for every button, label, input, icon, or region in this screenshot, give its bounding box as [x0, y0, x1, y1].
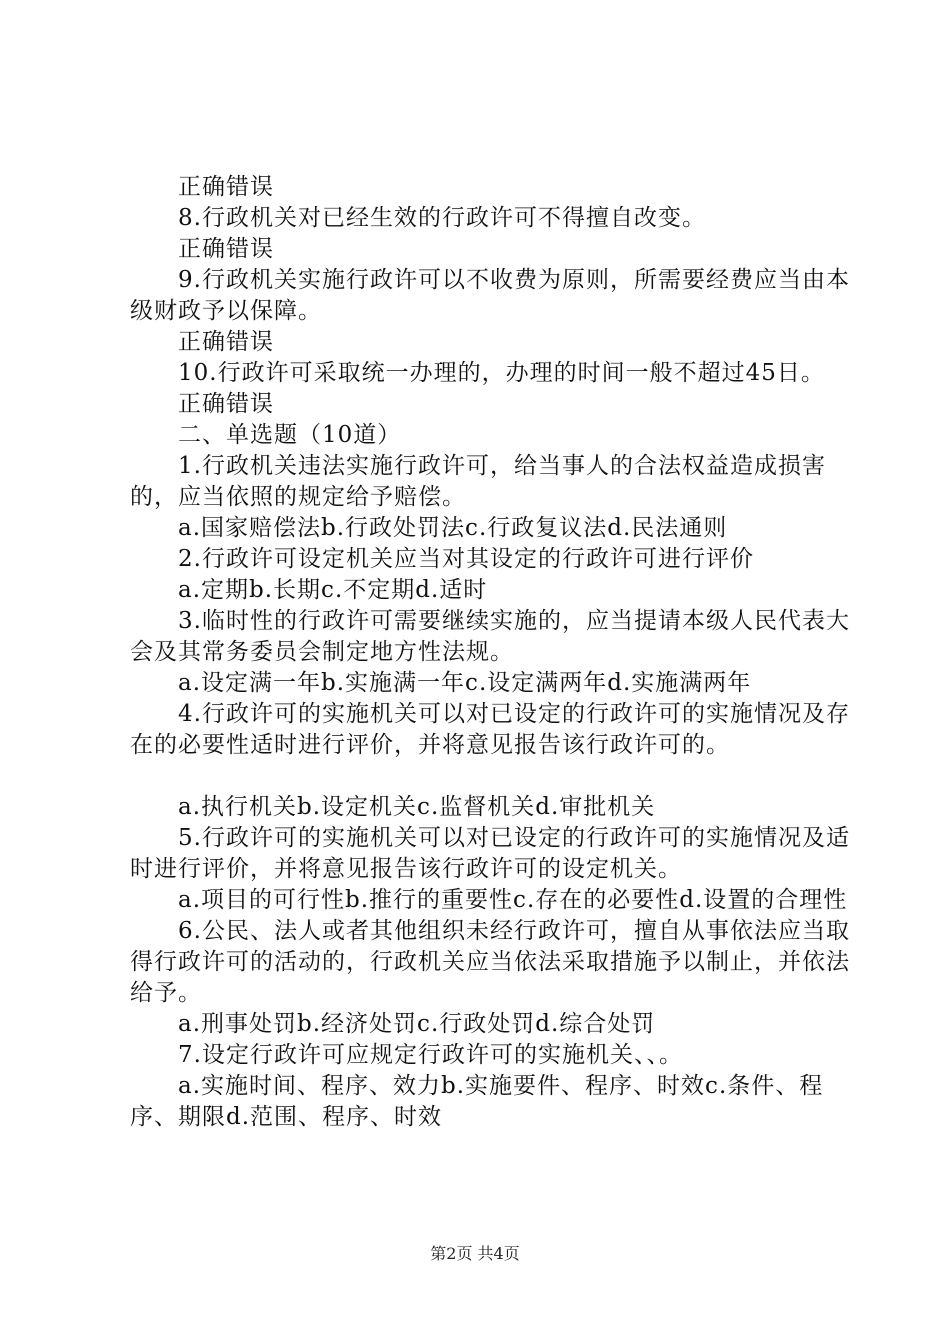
answer-options: a.刑事处罚b.经济处罚c.行政处罚d.综合处罚	[178, 1011, 656, 1037]
answer-options: a.执行机关b.设定机关c.监督机关d.审批机关	[178, 794, 656, 820]
question-text: 2.行政许可设定机关应当对其设定的行政许可进行评价	[178, 546, 754, 572]
question-text: 3.临时性的行政许可需要继续实施的，应当提请本级人民代表大会及其常务委员会制定地方性法规。	[130, 608, 850, 665]
text-line: 正确错误	[178, 329, 274, 355]
answer-options: a.实施时间、程序、效力b.实施要件、程序、时效c.条件、程序、期限d.范围、程序、时效	[130, 1073, 824, 1130]
answer-options: a.国家赔偿法b.行政处罚法c.行政复议法d.民法通则	[178, 515, 728, 541]
answer-options: a.设定满一年b.实施满一年c.设定满两年d.实施满两年	[178, 670, 752, 696]
question-text: 5.行政许可的实施机关可以对已设定的行政许可的实施情况及适时进行评价，并将意见报告该行政许可的设定机关。	[130, 825, 850, 882]
question-text: 4.行政许可的实施机关可以对已设定的行政许可的实施情况及存在的必要性适时进行评价，并将意见报告该行政许可的。	[130, 701, 850, 758]
text-line: 8.行政机关对已经生效的行政许可不得擅自改变。	[178, 205, 706, 231]
answer-options: a.项目的可行性b.推行的重要性c.存在的必要性d.设置的合理性	[178, 887, 848, 913]
document-body	[130, 172, 850, 1133]
text-line: 9.行政机关实施行政许可以不收费为原则，所需要经费应当由本级财政予以保障。	[130, 267, 850, 324]
text-line: 10.行政许可采取统一办理的，办理的时间一般不超过45日。	[178, 360, 825, 386]
section-heading: 二、单选题（10道）	[178, 422, 402, 448]
text-line: 正确错误	[178, 236, 274, 262]
question-text: 7.设定行政许可应规定行政许可的实施机关、、。	[178, 1042, 683, 1068]
text-line: 正确错误	[178, 174, 274, 200]
question-text: 6.公民、法人或者其他组织未经行政许可，擅自从事依法应当取得行政许可的活动的，行政机关应当依法采取措施予以制止，并依法给予。	[130, 918, 850, 1006]
text-line: 正确错误	[178, 391, 274, 417]
question-text: 1.行政机关违法实施行政许可，给当事人的合法权益造成损害的，应当依照的规定给予赔偿。	[130, 453, 826, 510]
page-footer: 第2页 共4页	[430, 1244, 520, 1263]
answer-options: a.定期b.长期c.不定期d.适时	[178, 577, 488, 603]
